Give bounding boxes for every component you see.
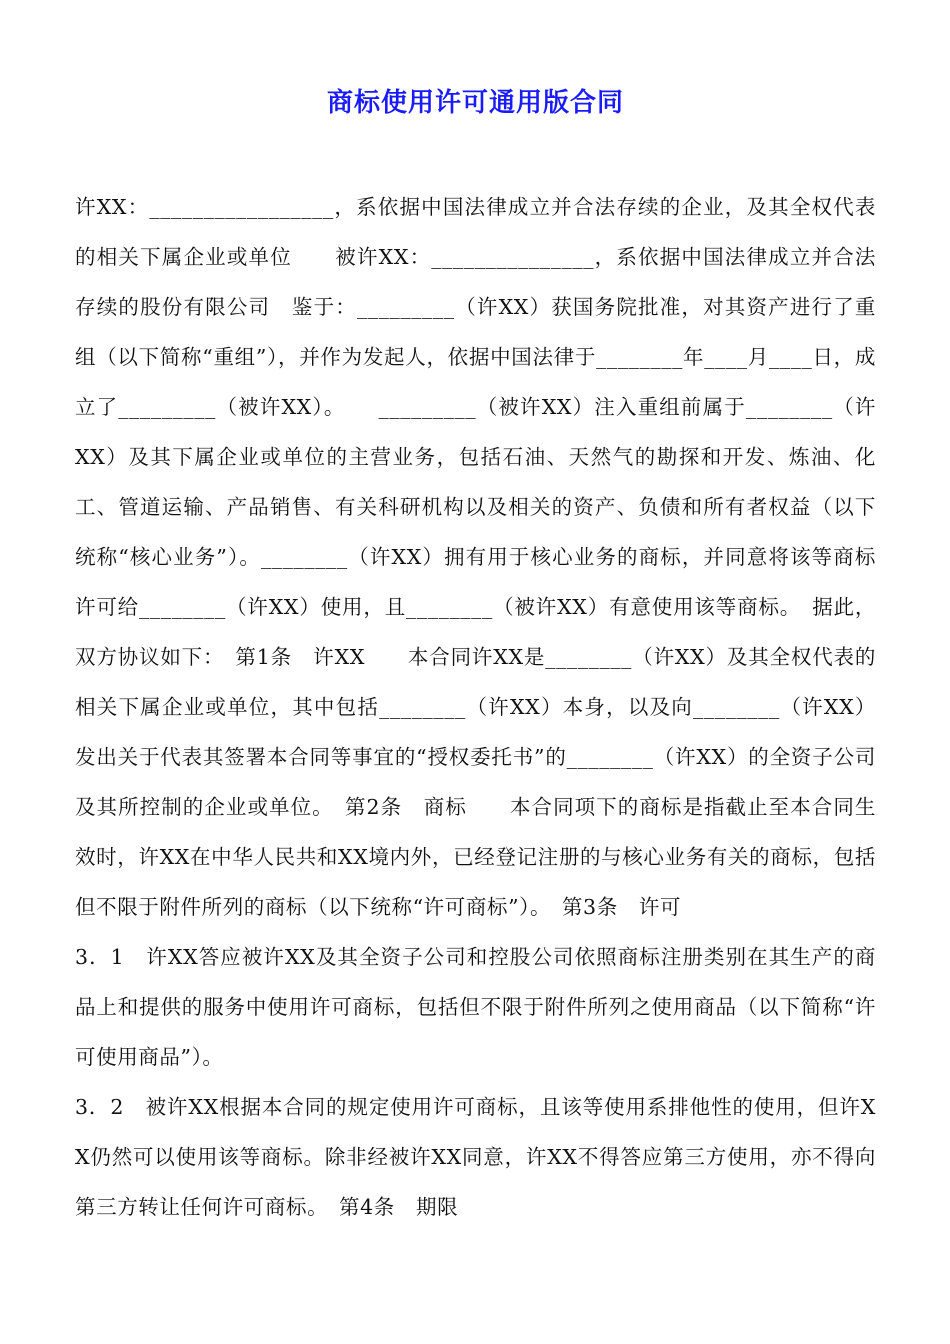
paragraph-clause-3-1: 3．1 许XX答应被许XX及其全资子公司和控股公司依照商标注册类别在其生产的商品上和提供的服务中使用许可商标，包括但不限于附件所列之使用商品（以下简称“许可使用商品”）。 <box>75 945 876 1069</box>
paragraph-preamble: 许XX：_________________，系依据中国法律成立并合法存续的企业，及其全权代表的相关下属企业或单位 被许XX：_______________，系依据中国法律成立并合法存续的股份有限公司 鉴于：_________（许XX）获国务院批准，对其资产进行了重组（以下简称“重组”），并作为发起人，依据中国法律于________年____月____日，成立了_________（被许XX）。 _________（被许XX）注入重组前属于________（许XX）及其下属企业或单位的主营业务，包括石油、天然气的勘探和开发、炼油、化工、管道运输、产品销售、有关科研机构以及相关的资产、负债和所有者权益（以下统称“核心业务”）。________（许XX）拥有用于核心业务的商标，并同意将该等商标许可给________（许XX）使用，且________（被许XX）有意使用该等商标。 据此，双方协议如下： 第1条 许XX 本合同许XX是________（许XX）及其全权代表的相关下属企业或单位，其中包括________（许XX）本身，以及向________（许XX）发出关于代表其签署本合同等事宜的“授权委托书”的________（许XX）的全资子公司及其所控制的企业或单位。 第2条 商标 本合同项下的商标是指截止至本合同生效时，许XX在中华人民共和XX境内外，已经登记注册的与核心业务有关的商标，包括但不限于附件所列的商标（以下统称“许可商标”）。 第3条 许可 <box>75 195 876 919</box>
paragraph-clause-3-2: 3．2 被许XX根据本合同的规定使用许可商标，且该等使用系排他性的使用，但许XX仍然可以使用该等商标。除非经被许XX同意，许XX不得答应第三方使用，亦不得向第三方转让任何许可商标。 第4条 期限 <box>75 1095 876 1219</box>
document-title: 商标使用许可通用版合同 <box>326 88 624 118</box>
